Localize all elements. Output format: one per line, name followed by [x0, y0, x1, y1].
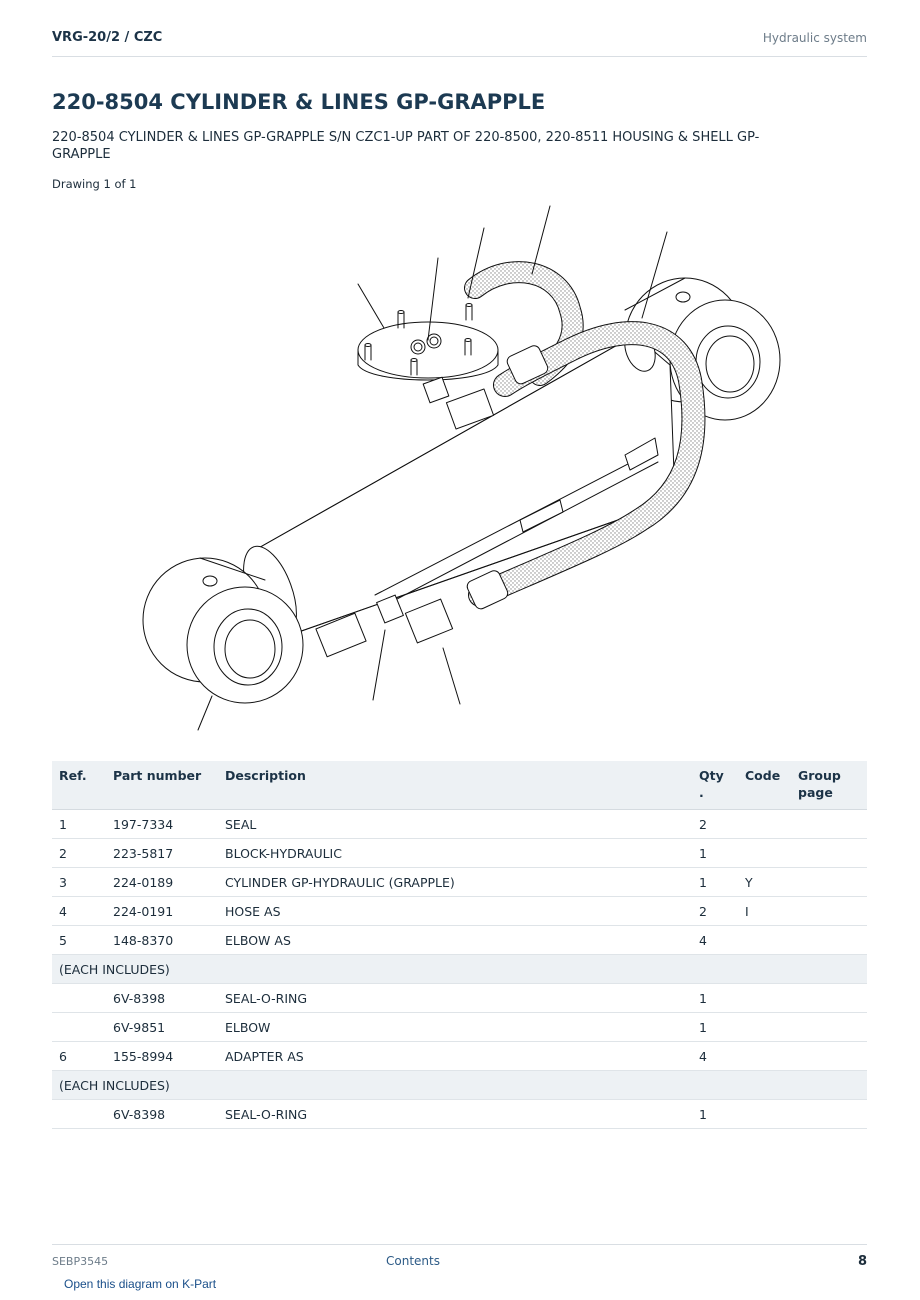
cell-code [738, 984, 791, 1013]
cell-ref [52, 984, 106, 1013]
cell-description: ELBOW AS [218, 926, 692, 955]
table-row[interactable] [52, 839, 867, 868]
cell-description: BLOCK-HYDRAULIC [218, 839, 692, 868]
page-number: 8 [857, 1254, 867, 1269]
cell-ref: 6 [52, 1042, 106, 1071]
cell-ref: 2 [52, 839, 106, 868]
cylinder-diagram [130, 200, 810, 740]
cell-qty: 1 [692, 1013, 738, 1042]
table-note-row [52, 955, 867, 984]
cell-part-number: 6V-8398 [106, 984, 218, 1013]
page-subtitle: 220-8504 CYLINDER & LINES GP-GRAPPLE S/N CZC1-UP PART OF 220-8500, 220-8511 HOUSING & SHELL GP-GRAPPLE [52, 130, 760, 162]
cell-description: ELBOW [218, 1013, 692, 1042]
cell-qty: 1 [692, 1100, 738, 1129]
cell-group-page [791, 926, 867, 955]
table-row[interactable] [52, 1013, 867, 1042]
table-row[interactable] [52, 897, 867, 926]
cell-ref: 5 [52, 926, 106, 955]
cell-ref: 1 [52, 810, 106, 839]
cell-part-number: 6V-8398 [106, 1100, 218, 1129]
cell-part-number: 223-5817 [106, 839, 218, 868]
col-header-part-number: Part number [106, 761, 218, 810]
cell-qty: 4 [692, 926, 738, 955]
cell-ref: 4 [52, 897, 106, 926]
table-note-row [52, 1071, 867, 1100]
cell-qty: 1 [692, 868, 738, 897]
cell-code [738, 1042, 791, 1071]
parts-table-header [52, 761, 867, 810]
cell-description: SEAL-O-RING [218, 984, 692, 1013]
model-label: VRG-20/2 / CZC [52, 30, 163, 45]
cell-code [738, 839, 791, 868]
table-row[interactable] [52, 926, 867, 955]
cell-code [738, 1100, 791, 1129]
col-header-ref: Ref. [52, 761, 106, 810]
cell-qty: 2 [692, 897, 738, 926]
cell-description: SEAL [218, 810, 692, 839]
cell-group-page [791, 1100, 867, 1129]
cell-group-page [791, 1013, 867, 1042]
cell-description: ADAPTER AS [218, 1042, 692, 1071]
cell-code [738, 810, 791, 839]
note-text: (EACH INCLUDES) [52, 955, 867, 984]
col-header-qty: Qty . [692, 761, 738, 810]
cell-part-number: 224-0191 [106, 897, 218, 926]
col-header-code: Code [738, 761, 791, 810]
cell-part-number: 148-8370 [106, 926, 218, 955]
table-row[interactable] [52, 1100, 867, 1129]
cell-qty: 1 [692, 984, 738, 1013]
parts-table [52, 761, 867, 1129]
kpart-link[interactable]: Open this diagram on K-Part [64, 1277, 217, 1291]
cell-part-number: 197-7334 [106, 810, 218, 839]
drawing-label: Drawing 1 of 1 [52, 177, 137, 191]
cell-ref [52, 1013, 106, 1042]
note-text: (EACH INCLUDES) [52, 1071, 867, 1100]
cell-code: Y [738, 868, 791, 897]
cell-code [738, 1013, 791, 1042]
doc-number: SEBP3545 [52, 1255, 109, 1268]
section-label: Hydraulic system [762, 31, 867, 45]
cell-qty: 4 [692, 1042, 738, 1071]
cell-ref [52, 1100, 106, 1129]
cell-code: I [738, 897, 791, 926]
cell-qty: 1 [692, 839, 738, 868]
cell-group-page [791, 897, 867, 926]
page-footer [52, 1244, 867, 1269]
cell-code [738, 926, 791, 955]
cell-group-page [791, 810, 867, 839]
cell-group-page [791, 839, 867, 868]
cell-part-number: 224-0189 [106, 868, 218, 897]
cell-description: SEAL-O-RING [218, 1100, 692, 1129]
contents-link[interactable]: Contents [386, 1254, 440, 1268]
cell-part-number: 6V-9851 [106, 1013, 218, 1042]
cell-group-page [791, 984, 867, 1013]
cell-qty: 2 [692, 810, 738, 839]
table-row[interactable] [52, 810, 867, 839]
cell-part-number: 155-8994 [106, 1042, 218, 1071]
col-header-description: Description [218, 761, 692, 810]
page-title: 220-8504 CYLINDER & LINES GP-GRAPPLE [52, 90, 546, 114]
cell-group-page [791, 1042, 867, 1071]
cell-description: CYLINDER GP-HYDRAULIC (GRAPPLE) [218, 868, 692, 897]
table-row[interactable] [52, 868, 867, 897]
col-header-group-page: Group page [791, 761, 867, 810]
cell-ref: 3 [52, 868, 106, 897]
cell-description: HOSE AS [218, 897, 692, 926]
table-row[interactable] [52, 1042, 867, 1071]
cell-group-page [791, 868, 867, 897]
table-row[interactable] [52, 984, 867, 1013]
page-header [52, 28, 867, 57]
